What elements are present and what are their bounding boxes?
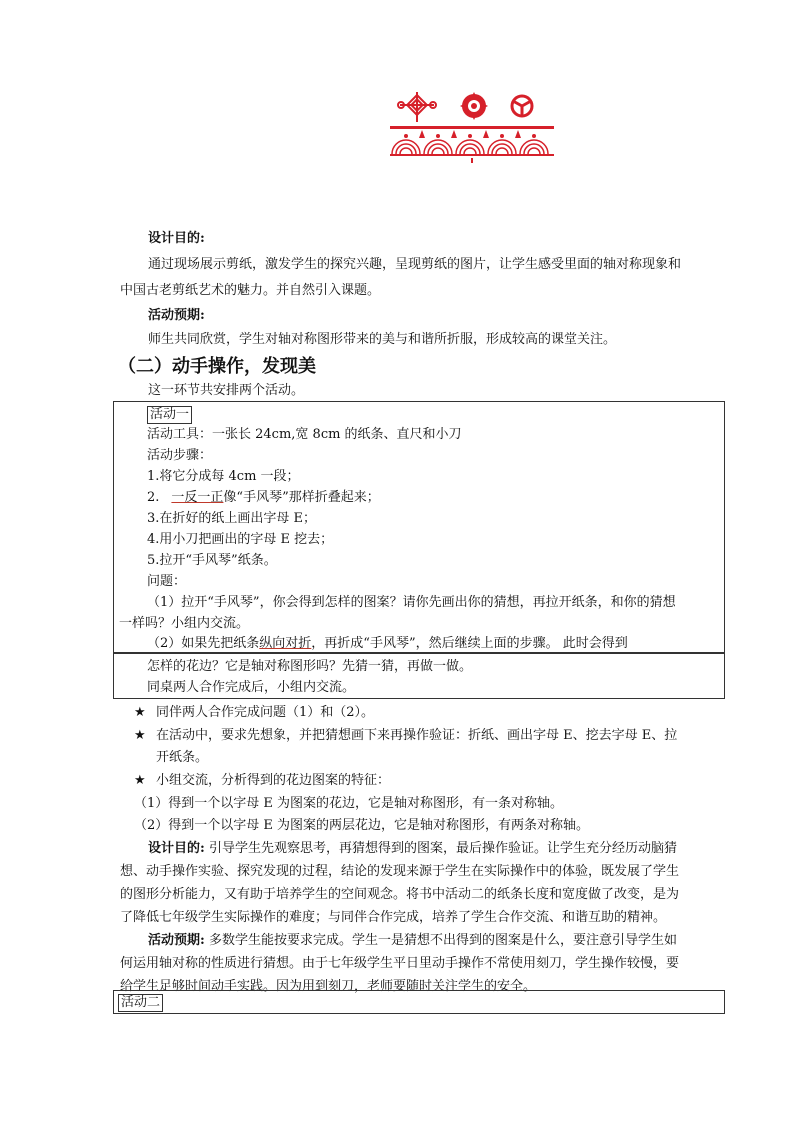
activity-expect-2-line3: 给学生足够时间动手实践。因为用到刻刀，老师要随时关注学生的安全。 [120,979,537,994]
section-heading: （二）动手操作，发现美 [118,356,316,377]
step-2-suffix: 像“手风琴”那样折叠起来； [223,490,380,505]
bullet-2-line2: 开纸条。 [156,750,209,765]
result-1: （1）得到一个以字母 E 为图案的花边，它是轴对称图形，有一条对称轴。 [134,796,564,811]
activity-expect-2-line2: 何运用轴对称的性质进行猜想。由于七年级学生平日里动手操作不常使用刻刀，学生操作较慢，要 [120,956,680,971]
activity-tools: 活动工具：一张长 24cm,宽 8cm 的纸条、直尺和小刀 [147,427,462,442]
bullet-2-text: 在活动中，要求先想象，并把猜想画下来再操作验证：折纸、画出字母 E、挖去字母 E、拉 [156,728,678,743]
step-1: 1.将它分成每 4cm 一段； [147,469,300,484]
question-1-line1: （1）拉开“手风琴”，你会得到怎样的图案？请你先画出你的猜想，再拉开纸条，和你的猜想 [147,595,676,610]
bullet-2 [134,725,744,747]
design-purpose-line1: 通过现场展示剪纸，激发学生的探究兴趣，呈现剪纸的图片，让学生感受里面的轴对称现象和 [148,257,682,272]
section-intro: 这一环节共安排两个活动。 [148,383,305,398]
flower-icon [460,92,488,120]
activity-expect-line1: 师生共同欣赏，学生对轴对称图形带来的美与和谐所折服，形成较高的课堂关注。 [148,332,617,347]
design-purpose-label: 设计目的: [148,231,205,246]
bullet-3 [134,770,744,792]
activity-two-label: 活动二 [118,994,163,1012]
question-1-line2: 一样吗？小组内交流。 [119,616,250,631]
activity-expect-2-line1 [148,930,758,952]
bullet-3-text: 小组交流，分析得到的花边图案的特征： [156,773,391,788]
question-2-link[interactable]: 纵向对折 [259,636,312,651]
step-5: 5.拉开“手风琴”纸条。 [147,553,277,568]
bullet-1-text: 同伴两人合作完成问题（1）和（2）。 [156,705,375,720]
design-purpose-2-line4: 了降低七年级学生实际操作的难度；与同伴合作完成，培养了学生合作交流、和谐互助的精神。 [120,910,667,925]
wheel-icon [512,96,532,116]
star-icon: ★ [134,705,146,720]
design-purpose-2-line3: 的图形分析能力，又有助于培养学生的空间观念。将书中活动二的纸条长度和宽度做了改变，是为 [120,887,680,902]
star-icon: ★ [134,728,146,743]
activity-expect-2-text: 多数学生能按要求完成。学生一是猜想不出得到的图案是什么，要注意引导学生如 [204,933,677,948]
question-2-prefix: （2）如果先把纸条 [147,636,260,651]
activity-two-label-row [118,992,728,1014]
star-icon: ★ [134,773,146,788]
design-purpose-2-text: 引导学生先观察思考，再猜想得到的图案，最后操作验证。让学生充分经历动脑猜 [204,841,677,856]
question-2-line2: 怎样的花边？它是轴对称图形吗？先猜一猜，再做一做。 [147,659,473,674]
design-purpose-2-line2: 想、动手操作实验、探究发现的过程，结论的发现来源于学生在实际操作中的体验，既发展了学生 [120,864,680,879]
knot-icon [398,92,436,122]
design-purpose-2-label: 设计目的: [148,841,205,856]
result-2: （2）得到一个以字母 E 为图案的两层花边，它是轴对称图形，有两条对称轴。 [134,818,590,833]
question-2-line3: 同桌两人合作完成后，小组内交流。 [147,680,356,695]
activity-steps-label: 活动步骤： [147,448,213,463]
design-purpose-2-line1 [148,838,758,860]
step-2-link[interactable]: 一反一正 [171,490,224,505]
questions-label: 问题： [147,574,187,589]
step-3: 3.在折好的纸上画出字母 E； [147,511,317,526]
question-2-suffix: ，再折成“手风琴”，然后继续上面的步骤。 此时会得到 [311,636,628,651]
activity-one-label: 活动一 [147,406,192,424]
activity-expect-label: 活动预期: [148,308,205,323]
papercut-ornament-image [388,92,556,164]
bullet-1 [134,702,744,724]
activity-expect-2-label: 活动预期: [148,933,205,948]
activity-one-label-row [147,404,757,426]
question-2-line1 [147,633,757,655]
step-4: 4.用小刀把画出的字母 E 挖去； [147,532,334,547]
step-2-prefix: 2. [147,490,160,505]
design-purpose-line2: 中国古老剪纸艺术的魅力。并自然引入课题。 [120,283,381,298]
step-2 [147,487,757,509]
